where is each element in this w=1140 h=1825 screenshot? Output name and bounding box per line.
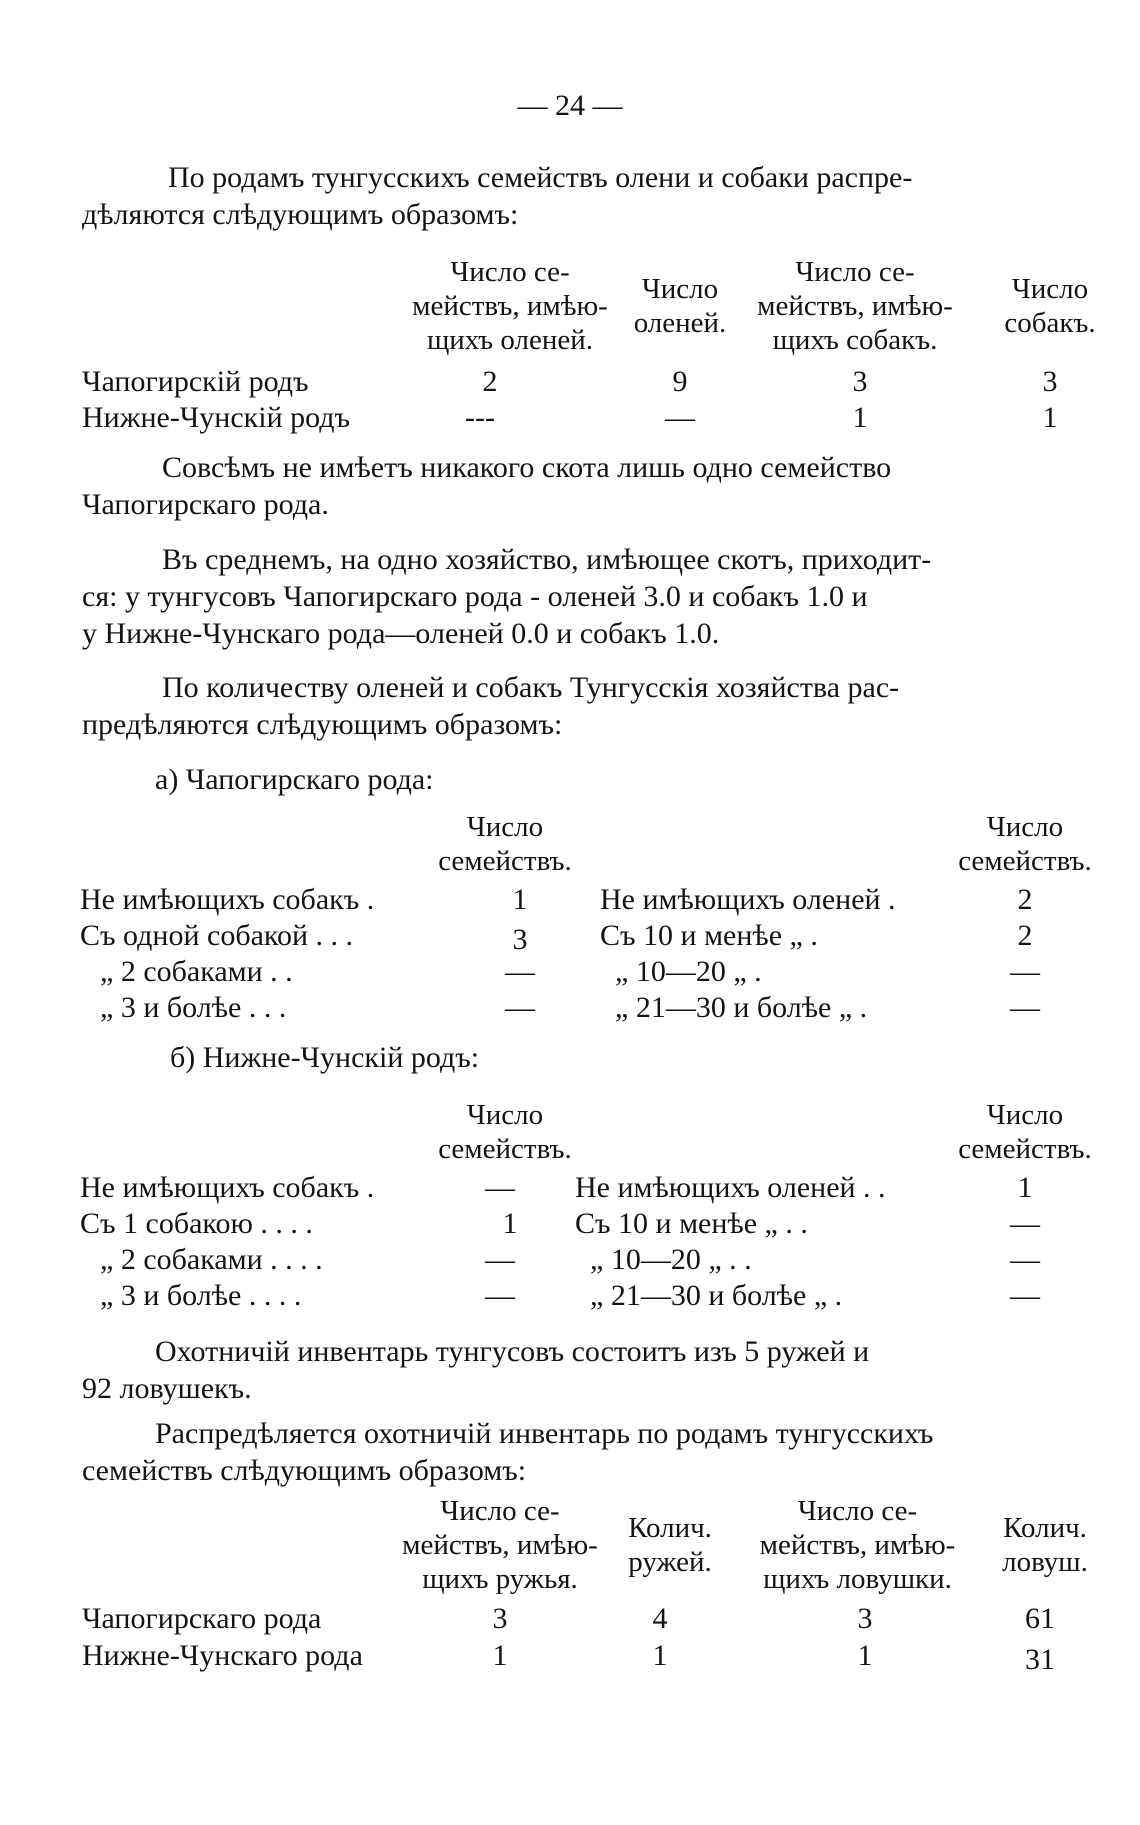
para3-line-1: Въ среднемъ, на одно хозяйство, имѣющее скотъ, приходит-	[162, 543, 932, 576]
section-a-right-value: 2	[1017, 919, 1033, 952]
table2-row-label: Чапогирскаго рода	[82, 1602, 322, 1635]
para4-line-1: По количеству оленей и собакъ Тунгусскія хозяйства рас-	[162, 671, 900, 704]
table2-header-col2: Колич. ружей.	[628, 1512, 712, 1578]
section-b-right-value: 1	[1017, 1171, 1033, 1204]
table2-cell: 3	[857, 1602, 873, 1635]
section-a-right-value: —	[1010, 991, 1040, 1024]
table1-cell: ---	[465, 401, 495, 434]
table2-cell: 1	[857, 1639, 873, 1672]
section-b-title: б) Нижне-Чунскій родъ:	[170, 1041, 480, 1074]
section-a-left-value: —	[505, 991, 535, 1024]
table1-header-col3: Число се- мействъ, имѣю- щихъ собакъ.	[757, 256, 953, 356]
section-b-left-label: Не имѣющихъ собакъ .	[80, 1171, 375, 1204]
section-b-right-value: —	[1010, 1207, 1040, 1240]
para3-line-3: у Нижне-Чунскаго рода—оленей 0.0 и собакъ 1.0.	[82, 617, 720, 650]
section-b-header-right: Число семействъ.	[958, 1099, 1092, 1165]
section-b-left-value: —	[485, 1243, 515, 1276]
section-a-right-label: Не имѣющихъ оленей .	[600, 883, 896, 916]
para6-line-1: Распредѣляется охотничій инвентарь по родамъ тунгусскихъ	[155, 1417, 934, 1450]
para2-line-2: Чапогирскаго рода.	[82, 488, 329, 521]
section-b-right-label: „ 21—30 и болѣе „ .	[590, 1279, 843, 1312]
section-a-header-right: Число семействъ.	[958, 811, 1092, 877]
para3-line-2: ся: у тунгусовъ Чапогирскаго рода - оленей 3.0 и собакъ 1.0 и	[82, 580, 868, 613]
section-b-left-label: „ 3 и болѣе . . . .	[100, 1279, 302, 1312]
section-b-left-value: —	[485, 1279, 515, 1312]
table2-header-col3: Число се- мействъ, имѣю- щихъ ловушки.	[759, 1495, 956, 1595]
table2-cell: 1	[492, 1639, 508, 1672]
table1-header-col1: Число се- мействъ, имѣю- щихъ оленей.	[412, 256, 608, 356]
table2-cell: 3	[492, 1602, 508, 1635]
table1-cell: 3	[1042, 365, 1058, 398]
section-b-right-label: „ 10—20 „ . .	[590, 1243, 752, 1276]
section-a-left-value: —	[505, 955, 535, 988]
table2-header-col1: Число се- мействъ, имѣю- щихъ ружья.	[402, 1495, 598, 1595]
table2-cell: 1	[652, 1639, 668, 1672]
section-b-left-label: „ 2 собаками . . . .	[100, 1243, 323, 1276]
section-a-left-label: Съ одной собакой . . .	[80, 919, 354, 952]
table1-row-label: Чапогирскій родъ	[82, 365, 309, 398]
section-b-right-value: —	[1010, 1279, 1040, 1312]
section-a-left-label: Не имѣющихъ собакъ .	[80, 883, 375, 916]
table1-cell: 9	[672, 365, 688, 398]
table1-cell: 1	[1042, 401, 1058, 434]
section-a-right-label: „ 21—30 и болѣе „ .	[615, 991, 868, 1024]
table2-cell: 4	[652, 1602, 668, 1635]
section-a-header-left: Число семействъ.	[438, 811, 572, 877]
table2-cell: 61	[1025, 1602, 1055, 1635]
section-a-title: а) Чапогирскаго рода:	[155, 763, 434, 796]
intro-line-2: дѣляются слѣдующимъ образомъ:	[82, 198, 519, 231]
table2-row-label: Нижне-Чунскаго рода	[82, 1639, 363, 1672]
section-a-right-label: „ 10—20 „ .	[615, 955, 762, 988]
para5-line-2: 92 ловушекъ.	[82, 1372, 252, 1405]
table1-cell: 2	[482, 365, 498, 398]
section-b-left-label: Съ 1 собакою . . . .	[80, 1207, 313, 1240]
table1-header-col2: Число оленей.	[633, 273, 727, 339]
section-a-right-value: 2	[1017, 883, 1033, 916]
table2-cell: 31	[1025, 1643, 1055, 1676]
section-b-left-value: 1	[502, 1207, 518, 1240]
table1-cell: —	[665, 401, 695, 434]
para4-line-2: предѣляются слѣдующимъ образомъ:	[82, 708, 563, 741]
section-b-header-left: Число семействъ.	[438, 1099, 572, 1165]
para6-line-2: семействъ слѣдующимъ образомъ:	[82, 1454, 527, 1487]
section-b-right-label: Съ 10 и менѣе „ . .	[575, 1207, 808, 1240]
section-a-left-value: 3	[512, 923, 528, 956]
section-a-right-value: —	[1010, 955, 1040, 988]
section-a-left-label: „ 3 и болѣе . . .	[100, 991, 287, 1024]
section-a-left-label: „ 2 собаками . .	[100, 955, 293, 988]
para2-line-1: Совсѣмъ не имѣетъ никакого скота лишь одно семейство	[162, 451, 892, 484]
section-a-right-label: Съ 10 и менѣе „ .	[600, 919, 818, 952]
page-number: — 24 —	[517, 89, 623, 122]
table1-cell: 1	[852, 401, 868, 434]
table1-header-col4: Число собакъ.	[1004, 273, 1096, 339]
table1-row-label: Нижне-Чунскій родъ	[82, 401, 351, 434]
table1-cell: 3	[852, 365, 868, 398]
section-b-right-label: Не имѣющихъ оленей . .	[575, 1171, 886, 1204]
intro-line-1: По родамъ тунгусскихъ семействъ олени и собаки распре-	[168, 161, 913, 194]
section-a-left-value: 1	[512, 883, 528, 916]
para5-line-1: Охотничій инвентарь тунгусовъ состоитъ изъ 5 ружей и	[155, 1335, 870, 1368]
section-b-right-value: —	[1010, 1243, 1040, 1276]
section-b-left-value: —	[485, 1171, 515, 1204]
table2-header-col4: Колич. ловуш.	[1002, 1512, 1088, 1578]
